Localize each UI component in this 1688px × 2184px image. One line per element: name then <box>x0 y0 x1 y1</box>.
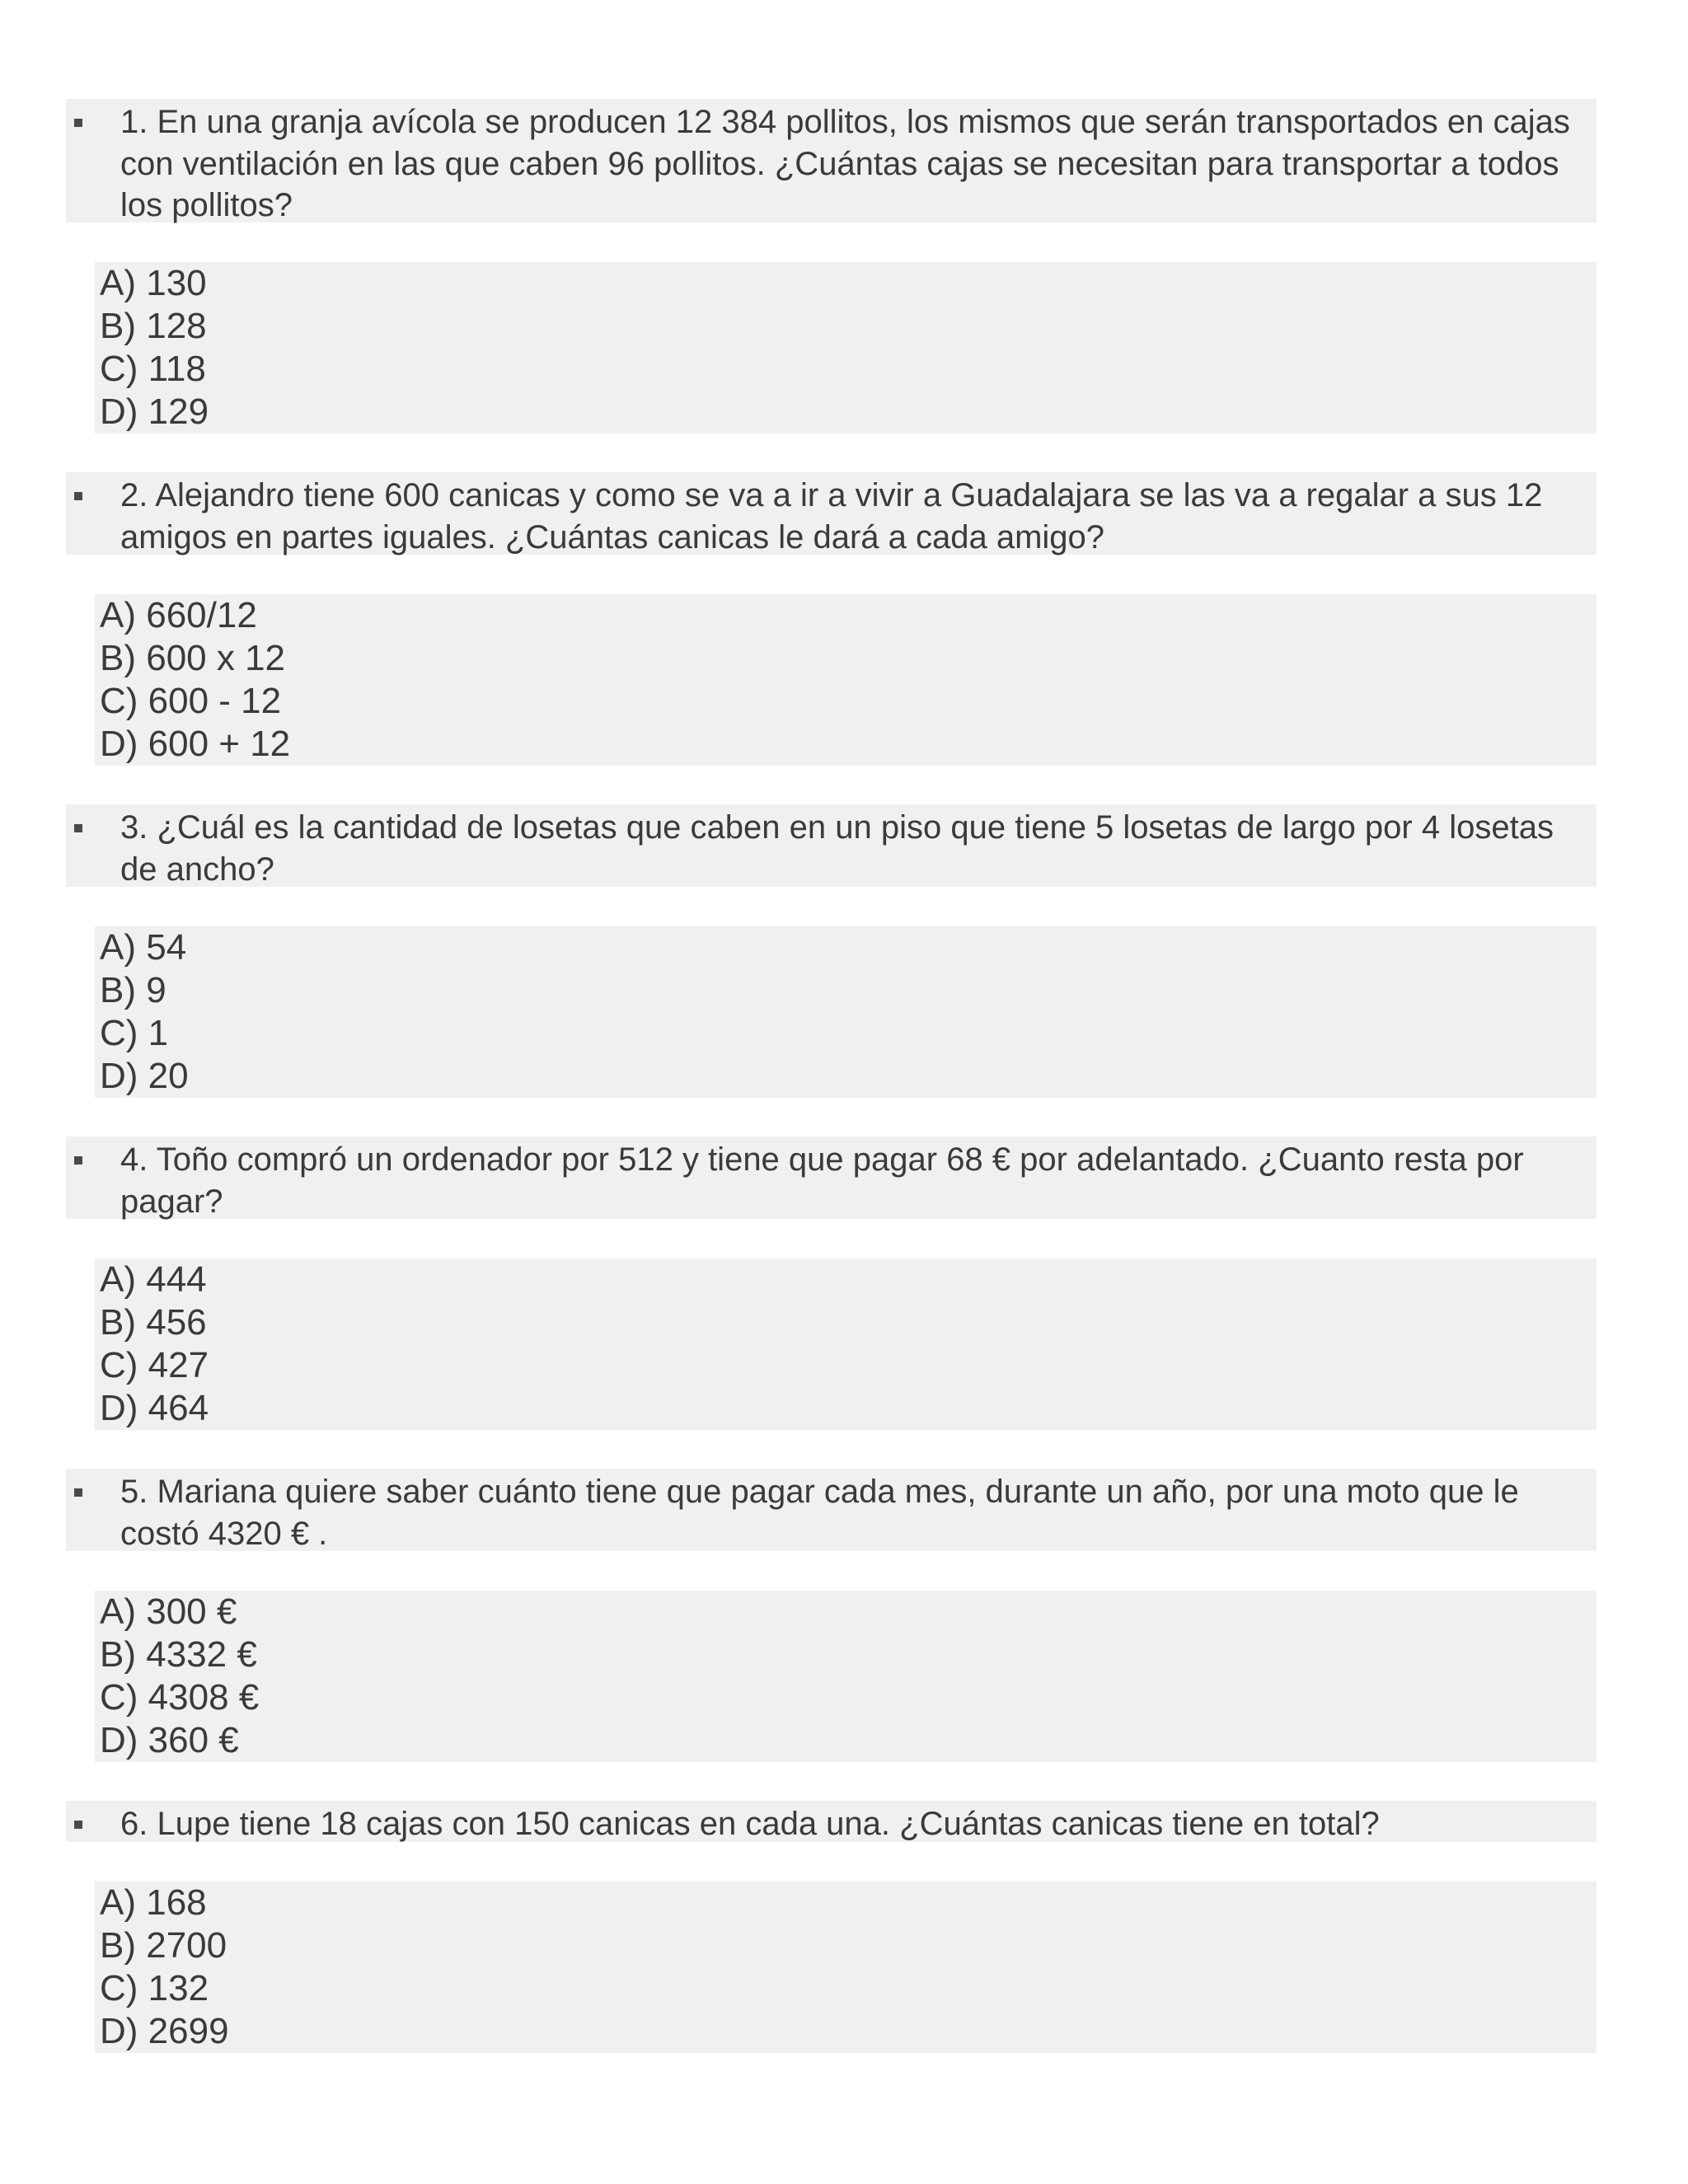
option-d: D) 20 <box>100 1056 189 1096</box>
option-a: A) 130 <box>100 263 207 303</box>
option-d: D) 464 <box>100 1388 209 1428</box>
question-5 <box>66 1469 1597 1551</box>
option-c: C) 118 <box>100 349 206 389</box>
option-c: C) 132 <box>100 1968 209 2008</box>
option-d: D) 360 € <box>100 1720 239 1760</box>
option-d: D) 600 + 12 <box>100 724 291 764</box>
option-a: A) 444 <box>100 1259 207 1300</box>
option-b: B) 600 x 12 <box>100 638 286 678</box>
option-b: B) 456 <box>100 1302 207 1343</box>
option-d: D) 129 <box>100 391 209 432</box>
bullet-icon <box>74 119 82 127</box>
options-3 <box>95 926 1597 1098</box>
option-b: B) 4332 € <box>100 1634 257 1675</box>
bullet-icon <box>74 1488 82 1497</box>
question-6 <box>66 1801 1597 1842</box>
question-text: 6. Lupe tiene 18 cajas con 150 canicas en cada una. ¿Cuántas canicas tiene en total? <box>120 1806 1380 1842</box>
option-list <box>100 1258 209 1430</box>
option-a: A) 54 <box>100 927 187 968</box>
bullet-icon <box>74 492 82 500</box>
bullet-icon <box>74 824 82 832</box>
option-d: D) 2699 <box>100 2011 229 2051</box>
option-a: A) 660/12 <box>100 595 257 635</box>
question-text: 1. En una granja avícola se producen 12 384 pollitos, los mismos que serán transportados en cajas con ventilación en las que caben 96 pollitos. ¿Cuántas cajas se necesitan para transportar a todos los pollitos? <box>120 104 1570 223</box>
bullet-icon <box>74 1821 82 1829</box>
option-a: A) 168 <box>100 1882 207 1923</box>
option-list <box>100 926 189 1098</box>
options-1 <box>95 262 1597 434</box>
options-4 <box>95 1258 1597 1430</box>
option-list <box>100 594 290 766</box>
options-6 <box>95 1882 1597 2053</box>
option-a: A) 300 € <box>100 1591 237 1632</box>
option-b: B) 128 <box>100 306 207 346</box>
option-c: C) 427 <box>100 1345 209 1385</box>
option-list <box>100 262 209 434</box>
question-text: 4. Toño compró un ordenador por 512 y tiene que pagar 68 € por adelantado. ¿Cuanto resta por pagar? <box>120 1141 1524 1220</box>
question-2 <box>66 472 1597 555</box>
options-2 <box>95 594 1597 766</box>
option-list <box>100 1882 229 2053</box>
options-5 <box>95 1591 1597 1762</box>
option-c: C) 1 <box>100 1013 169 1053</box>
option-c: C) 4308 € <box>100 1677 260 1718</box>
question-1 <box>66 99 1597 223</box>
question-4 <box>66 1137 1597 1219</box>
bullet-icon <box>74 1156 82 1165</box>
option-b: B) 2700 <box>100 1925 227 1966</box>
option-list <box>100 1591 259 1762</box>
question-text: 2. Alejandro tiene 600 canicas y como se va a ir a vivir a Guadalajara se las va a regalar a sus 12 amigos en partes iguales. ¿Cuántas canicas le dará a cada amigo? <box>120 477 1543 555</box>
question-text: 3. ¿Cuál es la cantidad de losetas que caben en un piso que tiene 5 losetas de largo por 4 losetas de ancho? <box>120 809 1554 888</box>
question-3 <box>66 804 1597 887</box>
question-text: 5. Mariana quiere saber cuánto tiene que pagar cada mes, durante un año, por una moto que le costó 4320 € . <box>120 1474 1519 1552</box>
option-b: B) 9 <box>100 970 166 1010</box>
option-c: C) 600 - 12 <box>100 681 282 721</box>
